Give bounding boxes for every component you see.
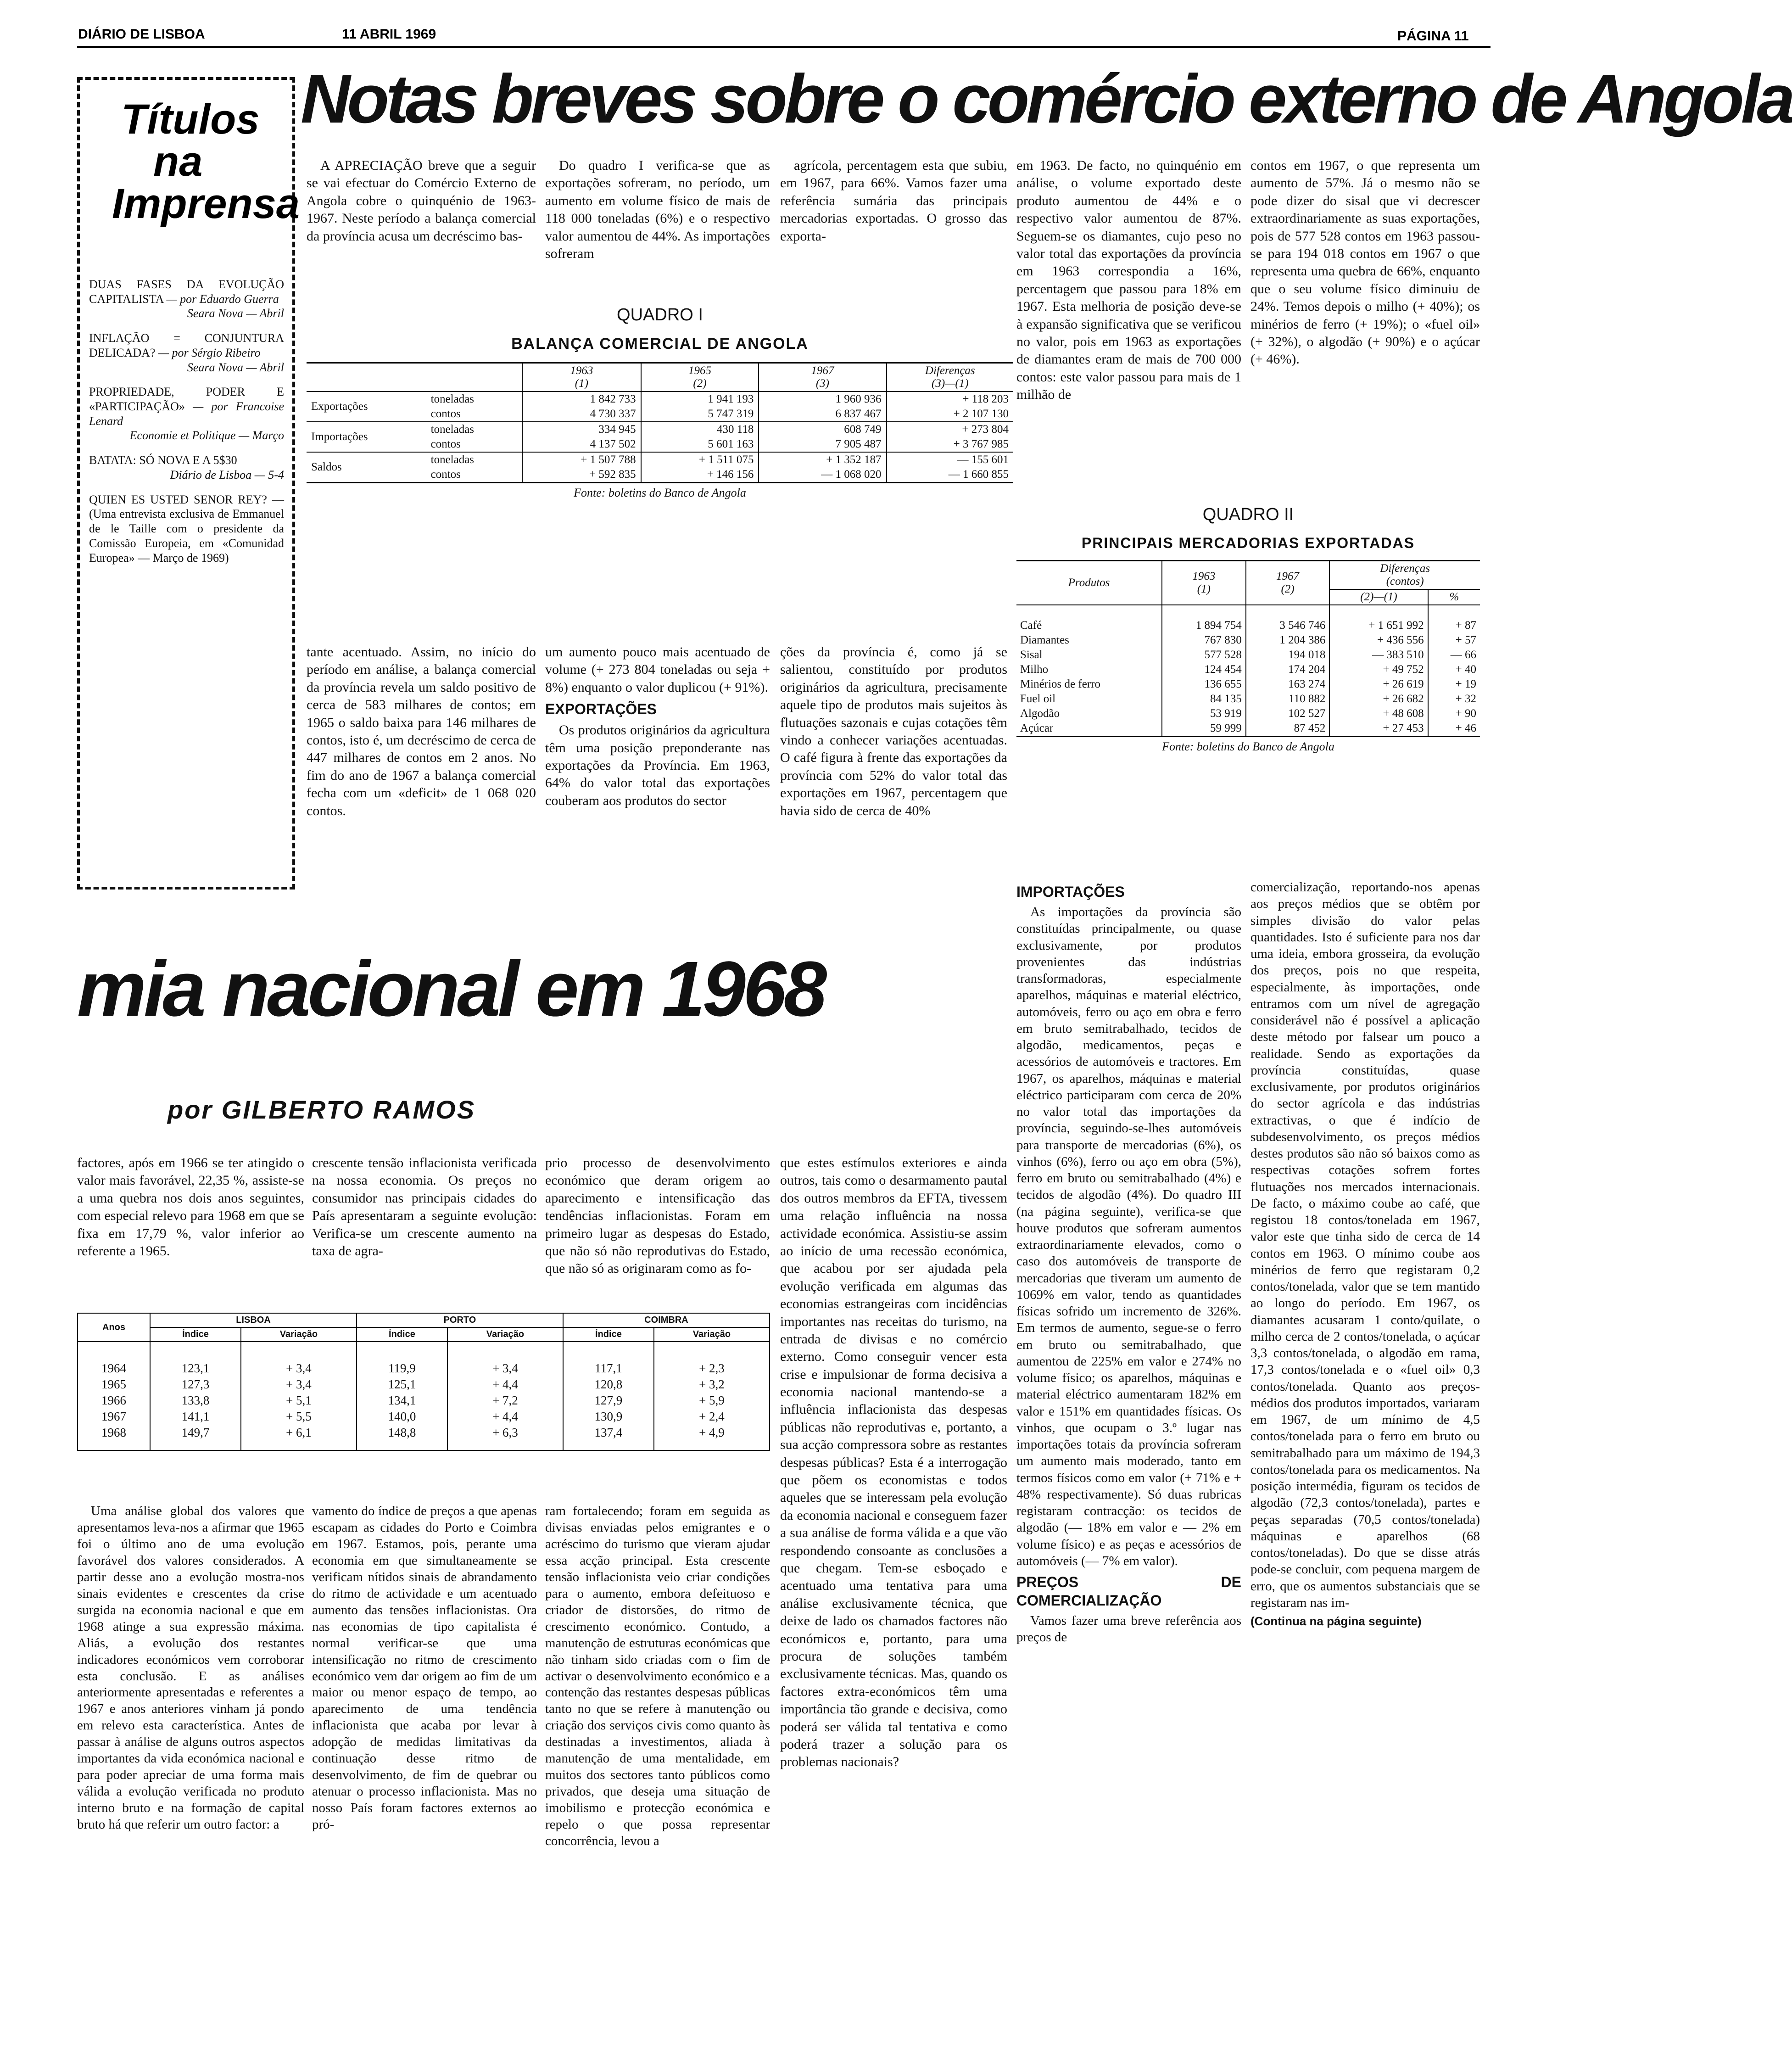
sidebar-item-head: PROPRIEDADE, PODER E «PARTICIPAÇÃO» bbox=[89, 385, 284, 414]
q3-head-years: Anos bbox=[78, 1313, 150, 1342]
sidebar-item[interactable] bbox=[89, 492, 284, 565]
price-index-table: Anos LISBOA PORTO COIMBRA Índice Variação Índice Variação Índice Variação 1964 1965 1966 1967 1968 123,1 127,3 133,8 141,1 149,7 + 3,4 + 3,4 + 5,1 + 5,5 + 6,1 119,9 125,1 134,1 140,0 148,8 + 3,4 + 4,4 + 7,2 + 4,4 + 6,3 117,1 120,8 127,9 130,9 137,4 + 2,3 + 3,2 + 5,9 + 2,4 + 4,9 bbox=[77, 1313, 770, 1451]
quadro2-table bbox=[1016, 560, 1480, 737]
paragraph: um aumento pouco mais acentuado de volume (+ 273 804 toneladas ou seja + 8%) enquanto o valor duplicou (+ 91%). bbox=[545, 644, 770, 695]
quadro2-source: Fonte: boletins do Banco de Angola bbox=[1162, 740, 1334, 753]
sidebar-items bbox=[89, 277, 284, 575]
paragraph: As importações da província são constituídas principalmente, ou quase exclusivamente, por produtos provenientes das indústrias transformadoras, especialmente aparelhos, máquinas e material eléctrico, automóveis, ferro ou aço em obra e ferro em bruto semitrabalhado, tecidos de algodão, medicamentos, peças e acessórios de automóveis e tractores. Em 1967, os aparelhos, máquinas e material eléctrico participaram com cerca de 20% no valor total das importações da província, seguindo-se-lhes automóveis para transporte de mercadorias (6%), os vinhos (6%), ferro ou aço em obra (5%), ferro em bruto ou semitrabalhado (4%) e tecidos de algodão (4%). Do quadro III (na página seguinte), verifica-se que houve produtos que sofreram aumentos extraordinariamente elevados, como o caso dos automóveis de transporte de mercadorias que tiveram um aumento de 1069% em valor, tendo as quantidades físicas sofrido um incremento de 326%. Em termos de aumento, segue-se o ferro em bruto ou semitrabalhado, que aumentou de 225% em valor e 274% no volume físico; os aparelhos, máquinas e material eléctrico aumentaram 182% em valor e 151% em quantidades físicas. Os vinhos, que ocupam o 3.º lugar nas importações totais da província sofreram um aumento mais moderado, tanto em termos físicos como em valor (+ 71% e + 48% respectivamente). Só duas rubricas registaram contracção: os tecidos de algodão (— 18% em valor e — 2% em volume físico) e as peças e acessórios de automóveis (— 7% em valor). bbox=[1016, 905, 1241, 1568]
table-row: contos 4 137 502 5 601 163 7 905 487 + 3 767 985 bbox=[307, 437, 1013, 452]
sidebar-item[interactable] bbox=[89, 453, 284, 482]
sidebar-item-head: INFLAÇÃO = CONJUNTURA DELICADA? bbox=[89, 331, 284, 359]
paragraph: Uma análise global dos valores que apresentamos leva-nos a afirmar que 1965 foi o último ano de uma evolução favorável dos valores considerados. A partir desse ano a evolução mostra-nos sinais evidentes e crescentes da crise surgida na economia nacional e que em 1968 atinge a sua expressão máxima. Aliás, a evolução dos restantes indicadores económicos vem corroborar esta conclusão. E as análises anteriormente apresentadas e referentes a 1967 e anos anteriores vinham já pondo em relevo esta característica. Antes de passar à análise de alguns outros aspectos importantes da vida económica nacional e para poder apreciar de uma forma mais válida a evolução verificada no produto interno bruto e na formação de capital bruto há que referir um outro factor: a bbox=[77, 1504, 304, 1832]
table-row: Diamantes 767 830 1 204 386 + 436 556 + 57 bbox=[1016, 633, 1480, 648]
paragraph: factores, após em 1966 se ter atingido o valor mais favorável, 22,35 %, assiste-se a uma quebra nos dois anos seguintes, com especial relevo para 1968 em que se fixa em 17,79 %, valor inferior ao referente a 1965. bbox=[77, 1155, 304, 1259]
paragraph: Do quadro I verifica-se que as exportações sofreram, no período, um aumento em volume físico de mais de 118 000 toneladas (6%) e o respectivo valor aumentou de 44%. As importações sofreram bbox=[545, 158, 770, 261]
section-heading: EXPORTAÇÕES bbox=[545, 701, 657, 718]
paragraph: em 1963. De facto, no quinquénio em análise, o volume exportado deste produto aumentou de 44% e o respectivo valor aumentou de 87%. Seguem-se os diamantes, cujo peso no valor total das exportações da província em 1963 correspondia a 16%, percentagem que passou para 18% em 1967. Esta melhoria de posição deve-se à expansão significativa que se verificou no valor, pois em 1963 as exportações de diamantes eram de mais de 700 000 contos: este valor passou para mais de 1 milhão de bbox=[1016, 158, 1241, 403]
titulos-sidebar bbox=[77, 77, 300, 890]
paragraph: crescente tensão inflacionista verificada na nossa economia. Os preços no consumidor nas principais cidades do País apresentaram a seguinte evolução: Verifica-se um crescente aumento na taxa de agra- bbox=[312, 1155, 537, 1259]
logo-word-1: Títulos bbox=[121, 96, 260, 143]
logo-word-3: Imprensa bbox=[112, 180, 300, 227]
article1-imports-col bbox=[1016, 879, 1241, 1648]
paragraph: Vamos fazer uma breve referência aos preços de bbox=[1016, 1613, 1241, 1645]
article1-col8 bbox=[1250, 157, 1480, 370]
quadro1-col-head: 1967 (3) bbox=[759, 363, 886, 392]
sidebar-item-head: DUAS FASES DA EVOLUÇÃO CAPITALISTA bbox=[89, 278, 284, 306]
quadro1-table bbox=[307, 362, 1013, 483]
quadro2-head-1963: 1963 (1) bbox=[1162, 561, 1246, 605]
article2-col1 bbox=[77, 1154, 304, 1262]
quadro1-title: QUADRO I bbox=[617, 305, 703, 324]
q3-head-city: PORTO bbox=[357, 1313, 563, 1327]
issue-date: 11 ABRIL 1969 bbox=[342, 27, 436, 42]
logo-word-2: na bbox=[153, 138, 203, 185]
quadro2 bbox=[1016, 505, 1480, 754]
paragraph: que estes estímulos exteriores e ainda outros, tais como o desarmamento pautal dos outros membros da EFTA, tivessem uma relação influência na nossa actividade económica. Assistiu-se assim ao início de uma recessão económica, que acabou por ser ajudada pela evolução verificada em algumas das economias estrangeiras com incidências importantes nas receitas do turismo, na entrada de divisas e no comércio externo. Como conseguir vencer esta crise e impulsionar de forma decisiva a economia nacional mantendo-se a influência inflacionista das despesas públicas não reprodutivas e, portanto, a sua acção compressora sobre as restantes despesas públicas? Esta é a interrogação que põem os economistas e todos aqueles que se interessam pela evolução da economia nacional e conseguem fazer a sua análise de forma válida e a que vão respondendo consoante as conclusões a que chegam. Tem-se esboçado e acentuado uma tentativa para uma análise exclusivamente técnica, que deixe de lado os chamados factores não económicos e, portanto, para uma procura de soluções também exclusivamente técnicas. Mas, quando os factores extra-económicos têm uma importância tão grande e decisiva, como poderá ser válida tal tentativa e como poderá trazer a solução para os problemas nacionais? bbox=[780, 1155, 1007, 1770]
article1-col5 bbox=[545, 643, 770, 811]
sidebar-item[interactable] bbox=[89, 331, 284, 375]
sidebar-item-head: QUIEN ES USTED SENOR REY? bbox=[89, 492, 267, 506]
article1-prices-col bbox=[1250, 879, 1480, 1629]
table-row: 1964 1965 1966 1967 1968 123,1 127,3 133,8 141,1 149,7 + 3,4 + 3,4 + 5,1 + 5,5 + 6,1 119,9 125,1 134,1 140,0 148,8 + 3,4 + 4,4 + 7,2 + 4,4 + 6,3 117,1 120,8 127,9 130,9 137,4 + 2,3 + 3,2 + 5,9 + 2,4 + 4,9 bbox=[78, 1342, 770, 1450]
quadro1-source: Fonte: boletins do Banco de Angola bbox=[574, 486, 746, 499]
sidebar-item-source: Diário de Lisboa — 5-4 bbox=[170, 468, 284, 481]
table-row: Algodão 53 919 102 527 + 48 608 + 90 bbox=[1016, 706, 1480, 721]
table-row: Importações toneladas 334 945 430 118 608 749 + 273 804 bbox=[307, 422, 1013, 437]
quadro1 bbox=[307, 305, 1013, 500]
table-row: Sisal 577 528 194 018 — 383 510 — 66 bbox=[1016, 648, 1480, 662]
article2-col5 bbox=[77, 1503, 304, 1835]
section-heading: IMPORTAÇÕES bbox=[1016, 884, 1125, 900]
page-number: PÁGINA 11 bbox=[1397, 28, 1469, 44]
sidebar-item-author: — (Uma entrevista exclusiva de Emmanuel de le Taille com o presidente da Comissão Europeia, em «Comunidad Europea» — Março de 1969) bbox=[89, 492, 284, 565]
paper-name: DIÁRIO DE LISBOA bbox=[78, 27, 205, 42]
paragraph: A APRECIAÇÃO breve que a seguir se vai efectuar do Comércio Externo de Angola cobre o quinquénio de 1963-1967. Neste período a balança comercial da província acusa um decréscimo bas- bbox=[307, 158, 536, 244]
table-row: Café 1 894 754 3 546 746 + 1 651 992 + 87 bbox=[1016, 605, 1480, 633]
paragraph: ções da província é, como já se salientou, constituído por produtos originários da agricultura, precisamente aquele tipo de produtos mais sujeitos às flutuações sazonais e cujas cotações têm vindo a conhecer variações acentuadas. O café figura à frente das exportações da província com 52% do valor total das exportações em 1967, percentagem que havia sido de cerca de 40% bbox=[780, 644, 1007, 818]
paragraph: tante acentuado. Assim, no início do período em análise, a balança comercial da província revela um saldo positivo de cerca de 583 milhares de contos; em 1965 o saldo baixa para 146 milhares de contos, isto é, um decréscimo de cerca de 447 milhares de contos em 2 anos. No fim do ano de 1967 a balança comercial fecha com um «deficit» de 1 068 020 contos. bbox=[307, 644, 536, 818]
table-row: Saldos toneladas + 1 507 788 + 1 511 075 + 1 352 187 — 155 601 bbox=[307, 452, 1013, 467]
article1-col1 bbox=[307, 157, 536, 247]
sidebar-item-source: Seara Nova — Abril bbox=[187, 307, 284, 320]
article1-col3 bbox=[780, 157, 1007, 247]
article2-col2 bbox=[312, 1154, 537, 1262]
article1-col2 bbox=[545, 157, 770, 264]
table-row: Açúcar 59 999 87 452 + 27 453 + 46 bbox=[1016, 721, 1480, 737]
article1-title: Notas breves sobre o comércio externo de Angola bbox=[301, 60, 1792, 137]
article2-col3 bbox=[545, 1154, 770, 1280]
table-row: contos + 592 835 + 146 156 — 1 068 020 — 1 660 855 bbox=[307, 467, 1013, 483]
article2-col4 bbox=[780, 1154, 1007, 1773]
table-row: contos 4 730 337 5 747 319 6 837 467 + 2 107 130 bbox=[307, 407, 1013, 422]
sidebar-item-author: — por Eduardo Guerra bbox=[166, 292, 279, 306]
sidebar-item[interactable] bbox=[89, 277, 284, 321]
masthead-rule bbox=[77, 46, 1491, 48]
table-row: Minérios de ferro 136 655 163 274 + 26 619 + 19 bbox=[1016, 677, 1480, 692]
sidebar-item-author: — por Sérgio Ribeiro bbox=[158, 346, 261, 359]
article1-col6 bbox=[780, 643, 1007, 822]
paragraph: agrícola, percentagem esta que subiu, em 1967, para 66%. Vamos fazer uma referência sumária das principais mercadorias exportadas. O grosso das exporta- bbox=[780, 158, 1007, 244]
quadro1-subtitle: BALANÇA COMERCIAL DE ANGOLA bbox=[511, 335, 809, 352]
quadro2-head-pct: % bbox=[1428, 589, 1480, 605]
quadro2-title: QUADRO II bbox=[1202, 505, 1294, 524]
q3-head-city: COIMBRA bbox=[563, 1313, 770, 1327]
quadro1-col-head: 1965 (2) bbox=[641, 363, 759, 392]
sidebar-item-source: Seara Nova — Abril bbox=[187, 360, 284, 374]
paragraph: prio processo de desenvolvimento económico que deram origem ao aparecimento e intensificação das tendências inflacionistas. Foram em primeiro lugar as despesas do Estado, que não só não reprodutivas do Estado, que não só as originaram como as fo- bbox=[545, 1155, 770, 1276]
sidebar-logo bbox=[112, 96, 300, 263]
quadro1-blank-head bbox=[307, 363, 522, 392]
article1-col4 bbox=[307, 643, 536, 822]
quadro2-head-diff-abs: (2)—(1) bbox=[1329, 589, 1428, 605]
article2-title: mia nacional em 1968 bbox=[77, 945, 825, 1033]
quadro2-subtitle: PRINCIPAIS MERCADORIAS EXPORTADAS bbox=[1081, 535, 1415, 551]
continued-note: (Continua na página seguinte) bbox=[1250, 1614, 1422, 1628]
quadro2-head-diff: Diferenças (contos) bbox=[1329, 561, 1480, 590]
quadro2-head-1967: 1967 (2) bbox=[1246, 561, 1330, 605]
q3-head-city: LISBOA bbox=[150, 1313, 357, 1327]
table-row: Exportações toneladas 1 842 733 1 941 193 1 960 936 + 118 203 bbox=[307, 392, 1013, 407]
sidebar-item[interactable] bbox=[89, 385, 284, 443]
article2-byline: por GILBERTO RAMOS bbox=[167, 1095, 476, 1124]
price-index-table-wrap bbox=[77, 1313, 770, 1451]
quadro1-col-head: 1963 (1) bbox=[522, 363, 641, 392]
paragraph: Os produtos originários da agricultura têm uma posição preponderante nas exportações da Província. Em 1963, 64% do valor total das exportações couberam aos produtos do sector bbox=[545, 722, 770, 808]
section-heading: PREÇOS DE COMERCIALIZAÇÃO bbox=[1016, 1574, 1241, 1609]
paragraph: ram fortalecendo; foram em seguida as divisas enviadas pelos emigrantes e o acréscimo do turismo que vieram ajudar essa acção principal. Esta crescente tensão inflacionista veio criar condições para o aumento, embora defeituoso e criador de distorsões, do ritmo de crescimento económico. Contudo, a manutenção de estruturas económicas que não tinham sido criadas com o fim de activar o desenvolvimento económico e a contenção das restantes despesas públicas tanto no que se refere à manutenção ou criação dos serviços civis como quanto às destinadas a investimentos, aliada à manutenção de uma mentalidade, em muitos dos sectores tanto públicos como privados, que deseja uma situação de imobilismo e protecção económica e repelo o que possa representar concorrência, levou a bbox=[545, 1504, 770, 1849]
article1-col7 bbox=[1016, 157, 1241, 405]
article2-col7 bbox=[545, 1503, 770, 1852]
sidebar-item-source: Economie et Politique — Março bbox=[129, 429, 284, 442]
paragraph: comercialização, reportando-nos apenas aos preços médios que se obtêm por simples divisão do valor pelas quantidades. Isto é suficiente para nos dar uma ideia, embora grosseira, da evolução dos preços, pois no que respeita, especialmente, às importações, onde entramos com um nível de agregação considerável não é possível a aplicação deste método por falsear um pouco a realidade. Sendo as exportações da província constituídas, quase exclusivamente, por produtos originários do sector agrícola e das indústrias extractivas, o que é indício de subdesenvolvimento, os preços médios destes produtos são não só baixos como as respectivas cotações sofrem fortes flutuações nos mercados internacionais. De facto, o máximo coube ao café, que registou 18 contos/tonelada em 1967, valor este que tinha sido de cerca de 14 contos em 1963. O mínimo coube aos minérios de ferro que registaram 0,2 contos/tonelada, valor que se tem mantido ao longo do período. Em 1967, os diamantes acusaram 1 conto/quilate, o milho cerca de 2 contos/tonelada, o açúcar 3,3 contos/tonelada, o algodão em rama, 17,3 contos/tonelada e o «fuel oil» 0,3 contos/tonelada. Quanto aos preços-médios dos produtos importados, variaram em 1967, de um mínimo de 4,5 contos/tonelada para o ferro em bruto ou semitrabalhado para um máximo de 194,3 contos/tonelada para os medicamentos. Na posição intermédia, figuram os tecidos de algodão (72,3 contos/tonelada), partes e peças separadas (70,5 contos/tonelada) máquinas e aparelhos (68 contos/toneladas). Do que se disse atrás pode-se concluir, com pequena margem de erro, que os aumentos substanciais que se registaram nas im- bbox=[1250, 880, 1480, 1610]
article2-col6 bbox=[312, 1503, 537, 1835]
paragraph: contos em 1967, o que representa um aumento de 57%. Já o mesmo não se pode dizer do sisal que vi decrescer extraordinariamente as suas exportações, pois de 577 528 contos em 1963 passou-se para 194 018 contos em 1967 o que representa uma quebra de 66%, enquanto que o seu volume físico diminuiu de 24%. Temos depois o milho (+ 40%); os minérios de ferro (+ 19%); o «fuel oil» (+ 32%), o algodão (+ 90%) e o açúcar (+ 46%). bbox=[1250, 158, 1480, 367]
paragraph: vamento do índice de preços a que apenas escapam as cidades do Porto e Coimbra em 1967. Estamos, pois, perante uma economia em que simultaneamente se verificam nítidos sinais de abrandamento do ritmo de actividade e um acentuado aumento das tensões inflacionistas. Ora nas economias de tipo capitalista é normal verificar-se que uma intensificação no ritmo de crescimento económico vem dar origem ao fim de um maior ou menor espaço de tempo, ao aparecimento de uma tendência inflacionista que acaba por levar à adopção de medidas limitativas da continuação desse ritmo de desenvolvimento, de fim de quebrar ou atenuar o processo inflacionista. Mas no nosso País foram factores externos ao pró- bbox=[312, 1504, 537, 1832]
sidebar-item-head: BATATA: SÓ NOVA E A 5$30 bbox=[89, 453, 237, 467]
sidebar-item-author: — por Francoise Lenard bbox=[89, 400, 284, 428]
quadro2-head-products: Produtos bbox=[1016, 561, 1162, 605]
table-row: Fuel oil 84 135 110 882 + 26 682 + 32 bbox=[1016, 692, 1480, 706]
quadro1-col-head: Diferenças (3)—(1) bbox=[887, 363, 1013, 392]
table-row: Milho 124 454 174 204 + 49 752 + 40 bbox=[1016, 662, 1480, 677]
